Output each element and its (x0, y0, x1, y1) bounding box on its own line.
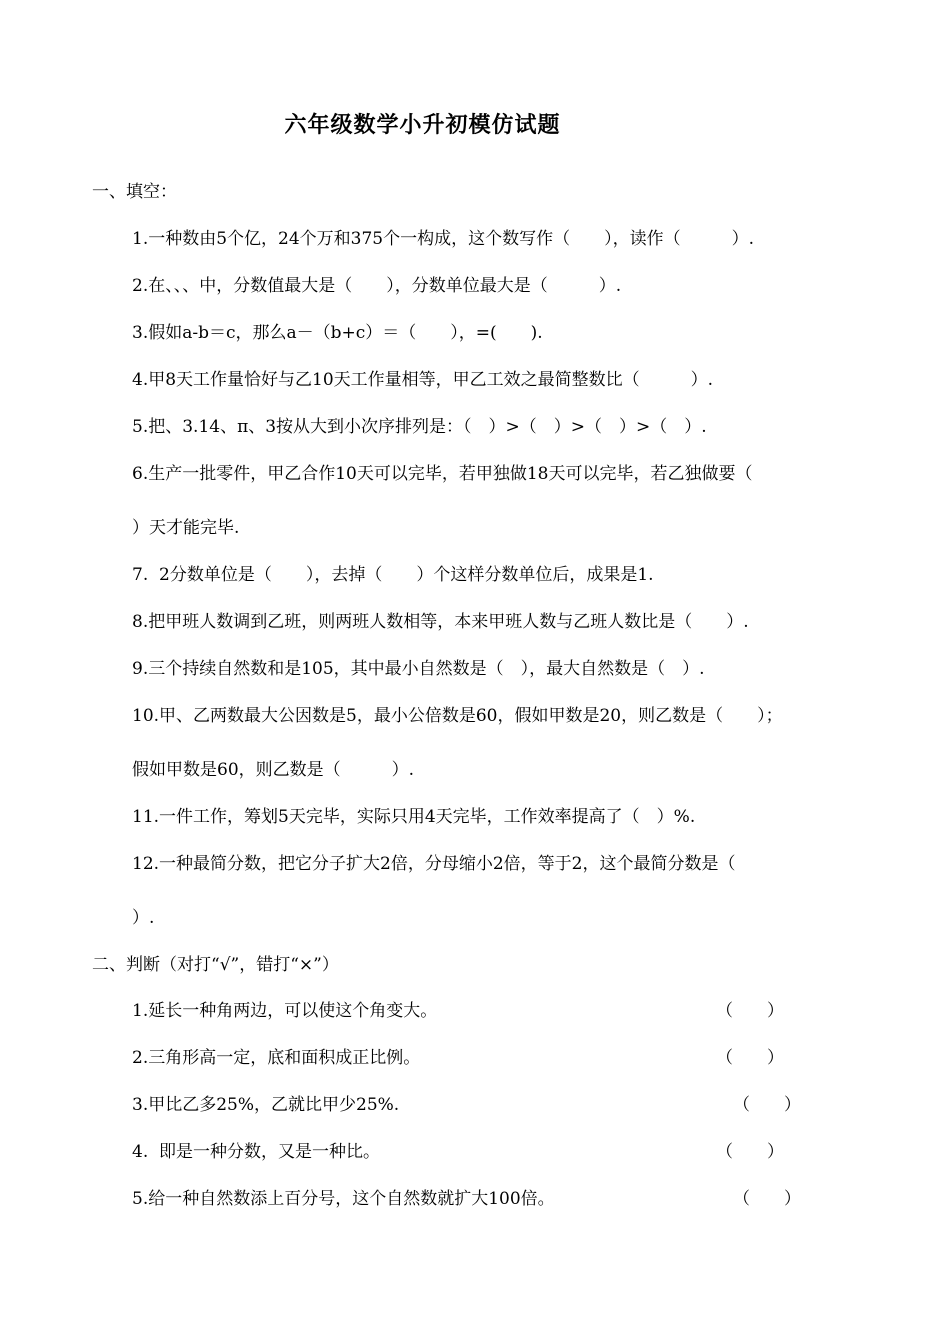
question-line: 2.在、、、中，分数值最大是（ ），分数单位最大是（ ）. (132, 276, 622, 296)
question-line: 10.甲、乙两数最大公因数是5，最小公倍数是60，假如甲数是20，则乙数是（ ）； (132, 706, 783, 726)
question-continuation: 假如甲数是60，则乙数是（ ）. (132, 760, 415, 780)
judgement-item: 4. 即是一种分数，又是一种比。 (132, 1142, 381, 1162)
question-line: 1.一种数由5个亿，24个万和375个一构成，这个数写作（ ），读作（ ）. (132, 229, 755, 249)
judgement-item: 1.延长一种角两边，可以使这个角变大。 (132, 1001, 438, 1021)
question-line: 9.三个持续自然数和是105，其中最小自然数是（ ），最大自然数是（ ）. (132, 659, 705, 679)
answer-bracket: （ ） (716, 1001, 784, 1021)
question-line: 6.生产一批零件，甲乙合作10天可以完毕，若甲独做18天可以完毕，若乙独做要（ (132, 464, 753, 484)
answer-bracket: （ ） (733, 1095, 801, 1115)
judgement-item: 5.给一种自然数添上百分号，这个自然数就扩大100倍。 (132, 1189, 555, 1209)
question-line: 11.一件工作，筹划5天完毕，实际只用4天完毕，工作效率提高了（ ）%. (132, 807, 696, 827)
answer-bracket: （ ） (716, 1048, 784, 1068)
judgement-item: 3.甲比乙多25%，乙就比甲少25%. (132, 1095, 400, 1115)
judgement-item: 2.三角形高一定，底和面积成正比例。 (132, 1048, 421, 1068)
answer-bracket: （ ） (733, 1189, 801, 1209)
question-line: 7. 2分数单位是（ ），去掉（ ）个这样分数单位后，成果是1. (132, 565, 654, 585)
question-line: 8.把甲班人数调到乙班，则两班人数相等，本来甲班人数与乙班人数比是（ ）. (132, 612, 749, 632)
section-heading-fill-in: 一、填空： (92, 182, 177, 202)
page-title: 六年级数学小升初模仿试题 (284, 112, 561, 138)
question-line: 4.甲8天工作量恰好与乙10天工作量相等，甲乙工效之最简整数比（ ）. (132, 370, 714, 390)
question-line: 12.一种最简分数，把它分子扩大2倍，分母缩小2倍，等于2，这个最简分数是（ (132, 854, 736, 874)
question-line: 5.把、3.14、π、3按从大到小次序排列是：（ ）>（ ）>（ ）>（ ）. (132, 417, 707, 437)
answer-bracket: （ ） (716, 1142, 784, 1162)
question-line: 3.假如a-b＝c，那么a－（b+c）＝（ ），=( ). (132, 323, 543, 343)
section-heading-true-false: 二、判断（对打“√”，错打“×”） (92, 955, 339, 975)
question-continuation: ）. (132, 908, 155, 928)
question-continuation: ）天才能完毕. (132, 518, 240, 538)
